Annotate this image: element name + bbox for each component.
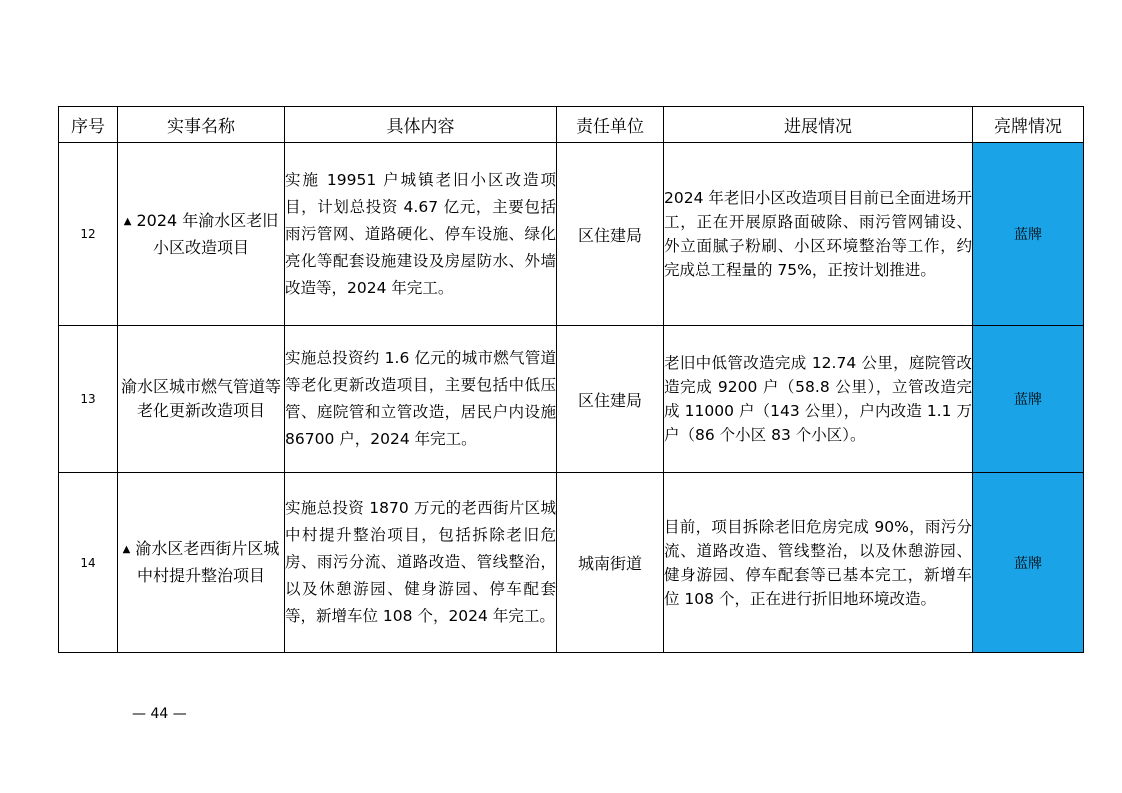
table-row [59, 326, 1084, 473]
row-number: 14 [59, 473, 118, 653]
header-badge: 亮牌情况 [973, 107, 1084, 143]
row-unit: 区住建局 [557, 326, 664, 473]
row-number: 12 [59, 143, 118, 326]
triangle-marker-icon: ▲ [122, 544, 131, 555]
header-unit: 责任单位 [557, 107, 664, 143]
table-row [59, 473, 1084, 653]
row-content: 实施总投资 1870 万元的老西街片区城中村提升整治项目，包括拆除老旧危房、雨污分流、道路改造、管线整治，以及休憩游园、健身游园、停车配套等，新增车位 108 个，2024 年完工。 [285, 473, 557, 653]
row-name-cell [118, 143, 285, 326]
row-badge: 蓝牌 [973, 473, 1084, 653]
page-number: — 44 — [132, 706, 187, 722]
header-no: 序号 [59, 107, 118, 143]
row-unit: 区住建局 [557, 143, 664, 326]
header-name: 实事名称 [118, 107, 285, 143]
row-progress: 目前，项目拆除老旧危房完成 90%，雨污分流、道路改造、管线整治，以及休憩游园、健身游园、停车配套等已基本完工，新增车位 108 个，正在进行折旧地环境改造。 [664, 473, 973, 653]
row-content: 实施 19951 户城镇老旧小区改造项目，计划总投资 4.67 亿元，主要包括雨污管网、道路硬化、停车设施、绿化亮化等配套设施建设及房屋防水、外墙改造等，2024 年完工。 [285, 143, 557, 326]
row-name: 渝水区城市燃气管道等老化更新改造项目 [120, 377, 281, 420]
row-name-cell [118, 473, 285, 653]
row-number: 13 [59, 326, 118, 473]
row-name-cell [118, 326, 285, 473]
row-unit: 城南街道 [557, 473, 664, 653]
row-name: 渝水区老西街片区城中村提升整治项目 [135, 539, 280, 585]
row-badge: 蓝牌 [973, 143, 1084, 326]
triangle-marker-icon: ▲ [123, 215, 132, 227]
row-name: 2024 年渝水区老旧小区改造项目 [136, 210, 279, 257]
header-content: 具体内容 [285, 107, 557, 143]
row-progress: 老旧中低管改造完成 12.74 公里，庭院管改造完成 9200 户（58.8 公里），立管改造完成 11000 户（143 公里），户内改造 1.1 万户（86 个小区 83 个小区）。 [664, 326, 973, 473]
table-header-row [59, 107, 1084, 143]
project-table [58, 106, 1084, 653]
row-content: 实施总投资约 1.6 亿元的城市燃气管道等老化更新改造项目，主要包括中低压管、庭院管和立管改造，居民户内设施 86700 户，2024 年完工。 [285, 326, 557, 473]
row-progress: 2024 年老旧小区改造项目目前已全面进场开工，正在开展原路面破除、雨污管网铺设、外立面腻子粉刷、小区环境整治等工作，约完成总工程量的 75%，正按计划推进。 [664, 143, 973, 326]
table-row [59, 143, 1084, 326]
row-badge: 蓝牌 [973, 326, 1084, 473]
header-progress: 进展情况 [664, 107, 973, 143]
